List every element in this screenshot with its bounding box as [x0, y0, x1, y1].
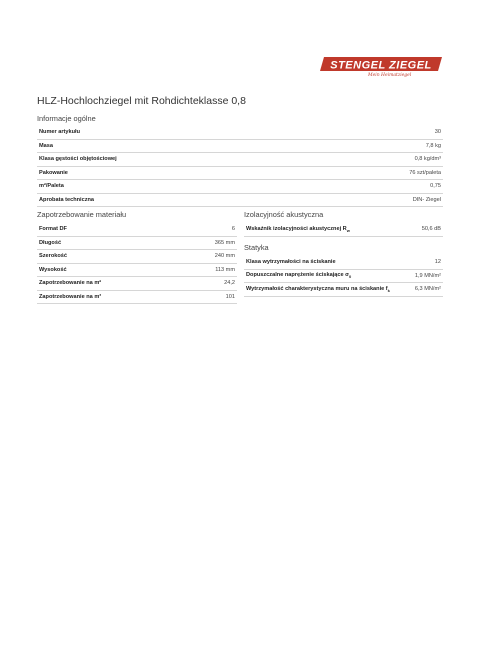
row-value: 24,2: [186, 277, 237, 291]
row-label: Aprobata techniczna: [37, 193, 322, 207]
row-value: 7,8 kg: [322, 139, 443, 153]
row-label: Długość: [37, 236, 186, 250]
table-row: [244, 256, 443, 269]
row-label: Dopuszczalne naprężenie ściskające $\sigma_0$: [244, 269, 411, 283]
row-label: Zapotrzebowanie na m²: [37, 277, 186, 291]
row-value: 76 szt/paleta: [322, 166, 443, 180]
table-row: [37, 277, 237, 291]
row-value: 30: [322, 126, 443, 139]
row-value: 365 mm: [186, 236, 237, 250]
statics-table: [244, 256, 443, 297]
row-label: Wysokość: [37, 263, 186, 277]
acoustic-table: [244, 223, 443, 237]
row-label: Masa: [37, 139, 322, 153]
row-label: Zapotrzebowanie na m³: [37, 290, 186, 304]
row-value: 6: [186, 223, 237, 236]
row-value: 12: [411, 256, 443, 269]
row-value: 101: [186, 290, 237, 304]
row-label: Klasa gęstości objętościowej: [37, 153, 322, 167]
table-row: [37, 193, 443, 207]
row-label: Format DF: [37, 223, 186, 236]
table-row: [37, 153, 443, 167]
material-table: [37, 223, 237, 304]
acoustic-heading: Izolacyjność akustyczna: [244, 210, 324, 219]
table-row: [37, 139, 443, 153]
general-table: [37, 126, 443, 207]
row-label: Pakowanie: [37, 166, 322, 180]
page-title: HLZ-Hochlochziegel mit Rohdichteklasse 0,8: [37, 95, 246, 107]
table-row: [37, 263, 237, 277]
row-label: Szerokość: [37, 250, 186, 264]
brand-tagline: Mein Heimatziegel: [368, 73, 412, 78]
table-row: [37, 166, 443, 180]
brand-logo: [318, 55, 444, 85]
row-value: DIN- Ziegel: [322, 193, 443, 207]
brand-name: STENGEL ZIEGEL: [330, 59, 432, 72]
row-label: Klasa wytrzymałości na ściskanie: [244, 256, 411, 269]
table-row: [37, 126, 443, 139]
row-label: Wskaźnik izolacyjności akustycznej $R_w$: [244, 223, 410, 236]
row-value: 1,9 MN/m²: [411, 269, 443, 283]
row-label: m²/Paleta: [37, 180, 322, 194]
row-label: Wytrzymałość charakterystyczna muru na ściskanie $f_k$: [244, 283, 411, 297]
row-value: 0,8 kg/dm³: [322, 153, 443, 167]
table-row: [244, 269, 443, 283]
table-row: [244, 283, 443, 297]
general-heading: Informacje ogólne: [37, 114, 96, 123]
table-row: [244, 223, 443, 236]
table-row: [37, 180, 443, 194]
row-value: 0,75: [322, 180, 443, 194]
table-row: [37, 236, 237, 250]
row-value: 50,6 dB: [410, 223, 443, 236]
table-row: [37, 290, 237, 304]
table-row: [37, 250, 237, 264]
row-label: Numer artykułu: [37, 126, 322, 139]
statics-heading: Statyka: [244, 243, 269, 252]
row-value: 6,3 MN/m²: [411, 283, 443, 297]
row-value: 240 mm: [186, 250, 237, 264]
material-heading: Zapotrzebowanie materiału: [37, 210, 127, 219]
table-row: [37, 223, 237, 236]
row-value: 113 mm: [186, 263, 237, 277]
